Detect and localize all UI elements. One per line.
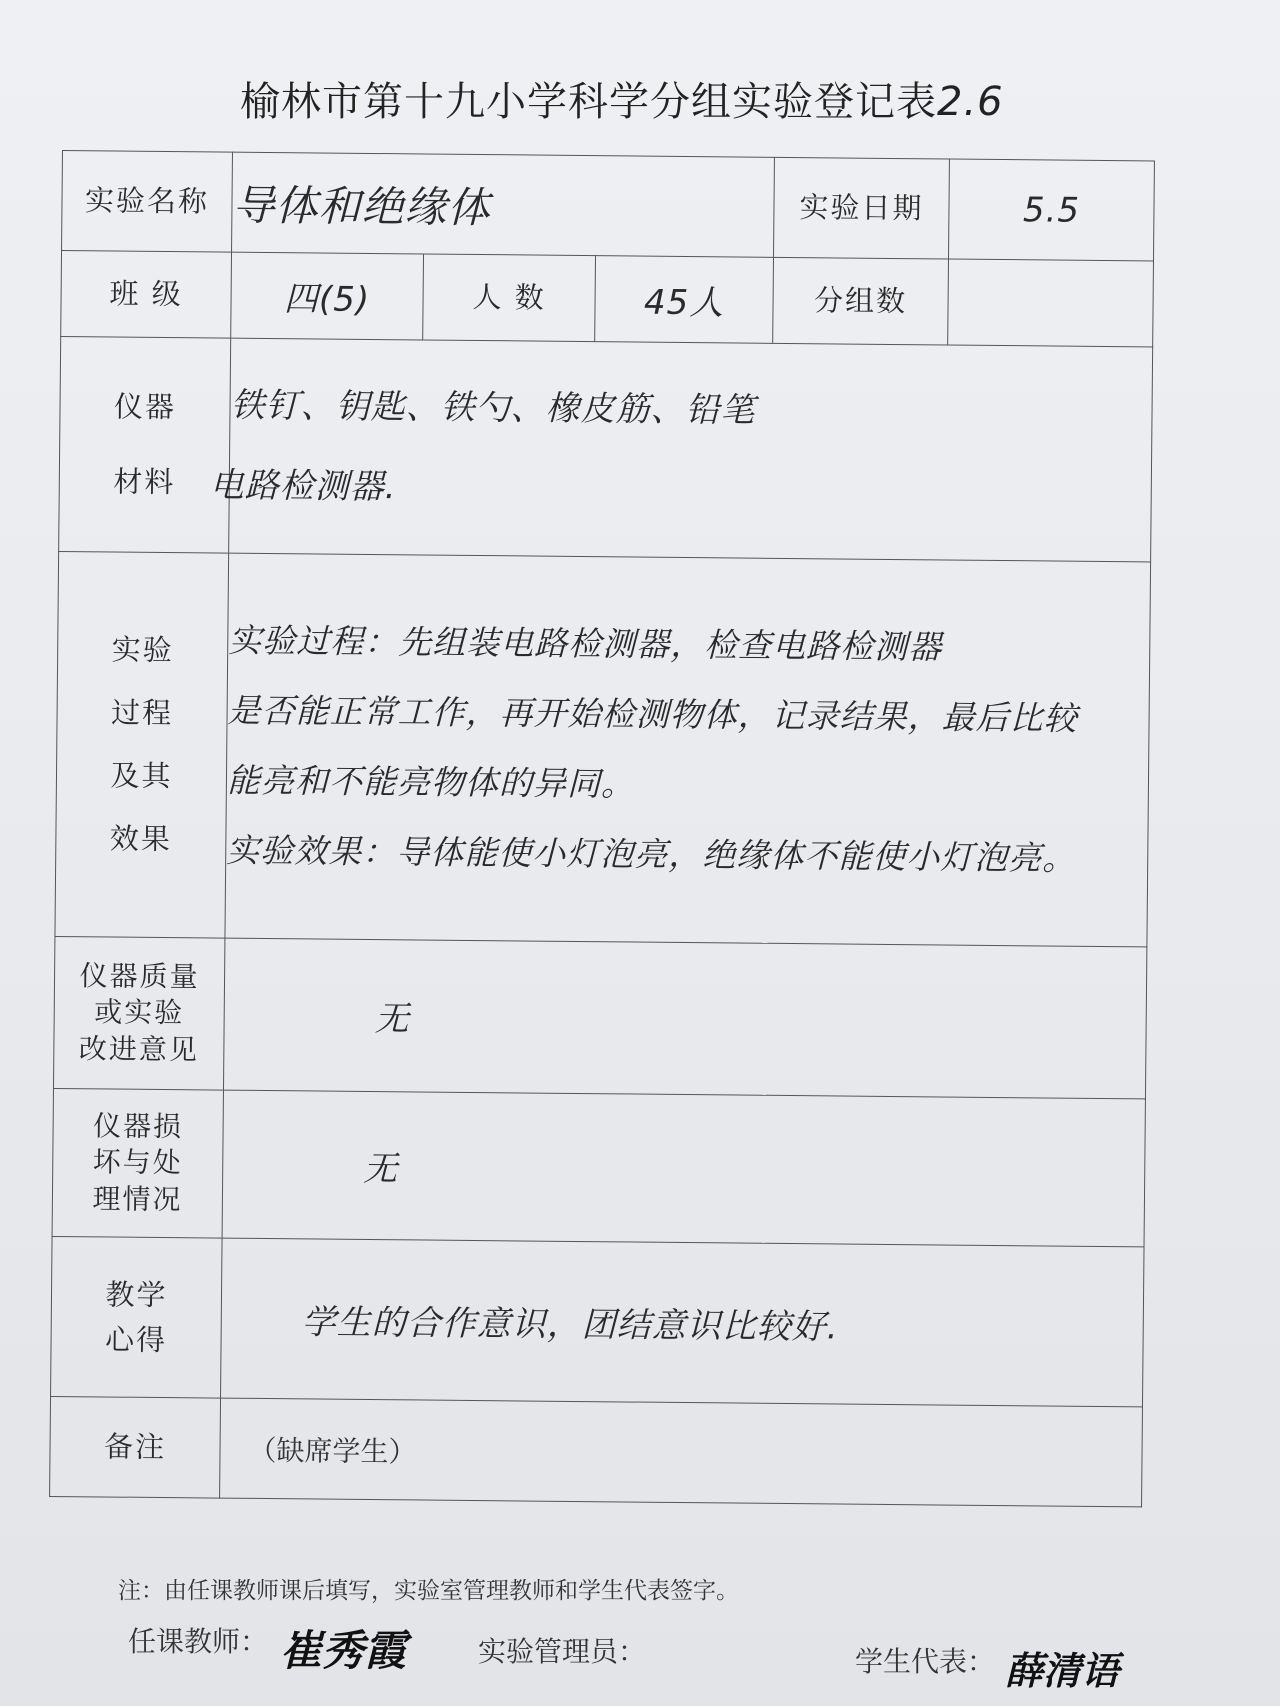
label-headcount: 人 数 <box>423 254 596 342</box>
teacher-signature: 崔秀霞 <box>280 1626 407 1675</box>
label-quality-line3: 改进意见 <box>78 1031 200 1067</box>
label-materials-line1: 仪器 <box>113 389 177 425</box>
value-process-line2: 是否能正常工作，再开始检测物体，记录结果，最后比较 <box>227 690 1078 738</box>
value-process-line4: 实验效果：导体能使小灯泡亮，绝缘体不能使小灯泡亮。 <box>226 830 1077 878</box>
label-group-count: 分组数 <box>773 257 949 345</box>
label-damage-line3: 理情况 <box>92 1182 183 1216</box>
label-process-line3: 及其 <box>110 758 173 794</box>
value-materials-line1: 铁钉、钥匙、铁勺、橡皮筋、铅笔 <box>230 385 756 431</box>
form-title-printed: 榆林市第十九小学科学分组实验登记表 <box>240 79 937 125</box>
row-class-info <box>61 251 1154 347</box>
label-damage-line2: 坏与处 <box>92 1145 183 1180</box>
value-experiment-name: 导体和绝缘体 <box>232 152 775 257</box>
registration-table <box>49 150 1155 1507</box>
label-experiment-date: 实验日期 <box>774 157 950 259</box>
student-label: 学生代表： <box>855 1645 996 1678</box>
label-class: 班 级 <box>61 251 232 339</box>
value-experiment-date: 5.5 <box>949 159 1155 261</box>
value-process <box>225 553 1151 947</box>
value-damage: 无 <box>222 1090 1145 1247</box>
value-class: 四(5) <box>231 252 424 340</box>
label-reflection <box>51 1236 223 1398</box>
label-process-line4: 效果 <box>109 821 173 857</box>
value-quality: 无 <box>223 938 1146 1099</box>
label-process <box>55 551 229 938</box>
value-reflection: 学生的合作意识，团结意识比较好. <box>221 1238 1145 1407</box>
label-process-line2: 过程 <box>110 695 174 731</box>
value-process-line3: 能亮和不能亮物体的异同。 <box>226 760 636 804</box>
label-process-line1: 实验 <box>111 632 174 668</box>
label-quality <box>53 936 224 1090</box>
form-title <box>240 70 1040 127</box>
label-damage <box>52 1088 223 1238</box>
label-materials <box>59 336 231 553</box>
footer-note: 注：由任课教师课后填写，实验室管理教师和学生代表签字。 <box>118 1578 739 1604</box>
label-reflection-line2: 心得 <box>104 1321 168 1357</box>
form-title-handwritten: 2.6 <box>937 79 1004 125</box>
row-quality <box>53 936 1146 1098</box>
value-group-count <box>948 259 1154 347</box>
teacher-label: 任课教师： <box>128 1625 269 1658</box>
label-reflection-line1: 教学 <box>105 1277 168 1312</box>
row-experiment-name <box>62 151 1155 261</box>
label-damage-line1: 仪器损 <box>92 1109 184 1144</box>
label-materials-line2: 材料 <box>113 464 176 500</box>
value-materials <box>209 338 1153 562</box>
value-headcount: 45人 <box>595 256 774 344</box>
label-remarks: 备注 <box>50 1396 221 1498</box>
row-damage <box>52 1088 1145 1246</box>
label-experiment-name: 实验名称 <box>62 151 233 253</box>
value-materials-line2: 电路检测器. <box>209 465 397 508</box>
label-quality-line2: 或实验 <box>94 995 185 1030</box>
row-materials <box>59 336 1153 561</box>
value-remarks: （缺席学生） <box>220 1398 1143 1507</box>
student-signature: 薛清语 <box>1005 1649 1120 1693</box>
row-remarks <box>50 1396 1143 1506</box>
label-quality-line1: 仪器质量 <box>79 959 200 994</box>
value-process-line1: 实验过程：先组装电路检测器，检查电路检测器 <box>228 620 943 667</box>
admin-label: 实验管理员： <box>478 1635 647 1668</box>
row-reflection <box>51 1236 1145 1406</box>
row-process <box>55 551 1151 946</box>
